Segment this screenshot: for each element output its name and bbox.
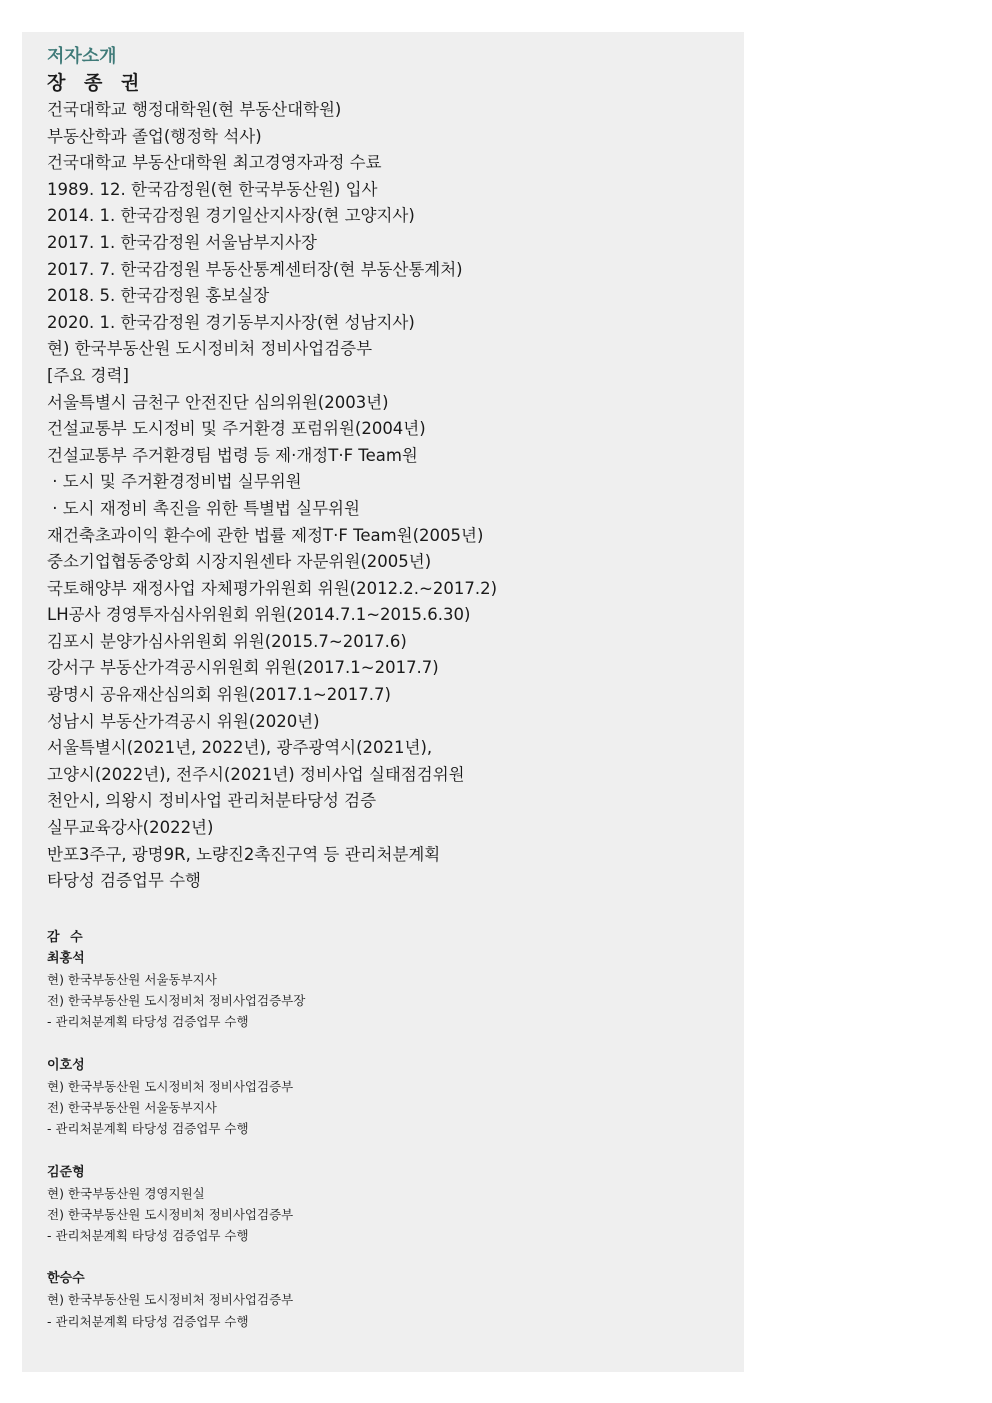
bio-line: 2014. 1. 한국감정원 경기일산지사장(현 고양지사) bbox=[47, 206, 415, 226]
supervisor-line: 전) 한국부동산원 서울동부지사 bbox=[47, 1100, 217, 1115]
bio-line: 2020. 1. 한국감정원 경기동부지사장(현 성남지사) bbox=[47, 312, 415, 332]
supervisor-entry bbox=[47, 1055, 737, 1140]
bio-line: 현) 한국부동산원 도시정비처 정비사업검증부 bbox=[47, 339, 373, 359]
supervisor-name: 최홍석 bbox=[47, 950, 85, 966]
bio-line: 1989. 12. 한국감정원(현 한국부동산원) 입사 bbox=[47, 179, 378, 199]
supervisor-name: 이호성 bbox=[47, 1057, 85, 1073]
supervision-section bbox=[47, 927, 737, 1332]
bio-line: 타당성 검증업무 수행 bbox=[47, 871, 201, 891]
supervisor-line: - 관리처분계획 타당성 검증업무 수행 bbox=[47, 1121, 249, 1137]
bio-line: 2017. 1. 한국감정원 서울남부지사장 bbox=[47, 232, 317, 252]
supervisor-line: 현) 한국부동산원 경영지원실 bbox=[47, 1185, 205, 1201]
bio-line: 재건축초과이익 환수에 관한 법률 제정T·F Team원(2005년) bbox=[47, 525, 484, 545]
bio-line: 고양시(2022년), 전주시(2021년) 정비사업 실태점검위원 bbox=[47, 764, 465, 784]
supervisor-entry bbox=[47, 948, 737, 1033]
supervisor-entry bbox=[47, 1268, 737, 1332]
bio-line: 국토해양부 재정사업 자체평가위원회 위원(2012.2.~2017.2) bbox=[47, 578, 498, 598]
supervisor-line: 현) 한국부동산원 서울동부지사 bbox=[47, 971, 217, 987]
bio-line: 2018. 5. 한국감정원 홍보실장 bbox=[47, 286, 270, 306]
bio-line: 중소기업협동중앙회 시장지원센타 자문위원(2005년) bbox=[47, 552, 432, 572]
bio-line: 김포시 분양가심사위원회 위원(2015.7~2017.6) bbox=[47, 631, 407, 651]
bio-line: 건국대학교 부동산대학원 최고경영자과정 수료 bbox=[47, 153, 382, 173]
bio-line: 천안시, 의왕시 정비사업 관리처분타당성 검증 bbox=[47, 791, 377, 811]
supervision-title: 감 수 bbox=[47, 929, 86, 945]
supervisor-line: 현) 한국부동산원 도시정비처 정비사업검증부 bbox=[47, 1078, 294, 1094]
supervisor-line: - 관리처분계획 타당성 검증업무 수행 bbox=[47, 1313, 249, 1329]
bio-line: LH공사 경영투자심사위원회 위원(2014.7.1~2015.6.30) bbox=[47, 605, 471, 625]
section-title: 저자소개 bbox=[47, 46, 117, 67]
supervisor-line: 현) 한국부동산원 도시정비처 정비사업검증부 bbox=[47, 1292, 294, 1308]
supervisor-entry bbox=[47, 1162, 737, 1247]
bio-line: 광명시 공유재산심의회 위원(2017.1~2017.7) bbox=[47, 685, 391, 705]
bio-line: 성남시 부동산가격공시 위원(2020년) bbox=[47, 711, 320, 731]
supervisor-line: - 관리처분계획 타당성 검증업무 수행 bbox=[47, 1228, 249, 1244]
bio-line: 건설교통부 주거환경팀 법령 등 제·개정T·F Team원 bbox=[47, 445, 418, 465]
bio-line: 실무교육강사(2022년) bbox=[47, 818, 214, 838]
bio-line: 반포3주구, 광명9R, 노량진2촉진구역 등 관리처분계획 bbox=[47, 844, 441, 864]
bio-line: · 도시 및 주거환경정비법 실무위원 bbox=[47, 472, 302, 492]
bio-line: 부동산학과 졸업(행정학 석사) bbox=[47, 126, 262, 146]
career-heading: [주요 경력] bbox=[47, 365, 129, 385]
supervisor-line: 전) 한국부동산원 도시정비처 정비사업검증부 bbox=[47, 1206, 294, 1222]
author-name: 장 종 권 bbox=[47, 72, 146, 94]
bio-line: 2017. 7. 한국감정원 부동산통계센터장(현 부동산통계처) bbox=[47, 259, 463, 279]
bio-line: · 도시 재정비 촉진을 위한 특별법 실무위원 bbox=[47, 498, 360, 518]
bio-line: 서울특별시(2021년, 2022년), 광주광역시(2021년), bbox=[47, 738, 433, 758]
bio-line: 강서구 부동산가격공시위원회 위원(2017.1~2017.7) bbox=[47, 658, 439, 678]
supervisor-line: 전) 한국부동산원 도시정비처 정비사업검증부장 bbox=[47, 993, 306, 1009]
author-content bbox=[47, 43, 737, 1354]
bio-line: 건설교통부 도시정비 및 주거환경 포럼위원(2004년) bbox=[47, 419, 426, 439]
author-bio bbox=[47, 97, 737, 895]
supervisor-name: 김준형 bbox=[47, 1164, 85, 1180]
bio-line: 서울특별시 금천구 안전진단 심의위원(2003년) bbox=[47, 392, 389, 412]
supervisor-name: 한승수 bbox=[47, 1271, 85, 1287]
supervisor-line: - 관리처분계획 타당성 검증업무 수행 bbox=[47, 1014, 249, 1030]
bio-line: 건국대학교 행정대학원(현 부동산대학원) bbox=[47, 100, 342, 119]
